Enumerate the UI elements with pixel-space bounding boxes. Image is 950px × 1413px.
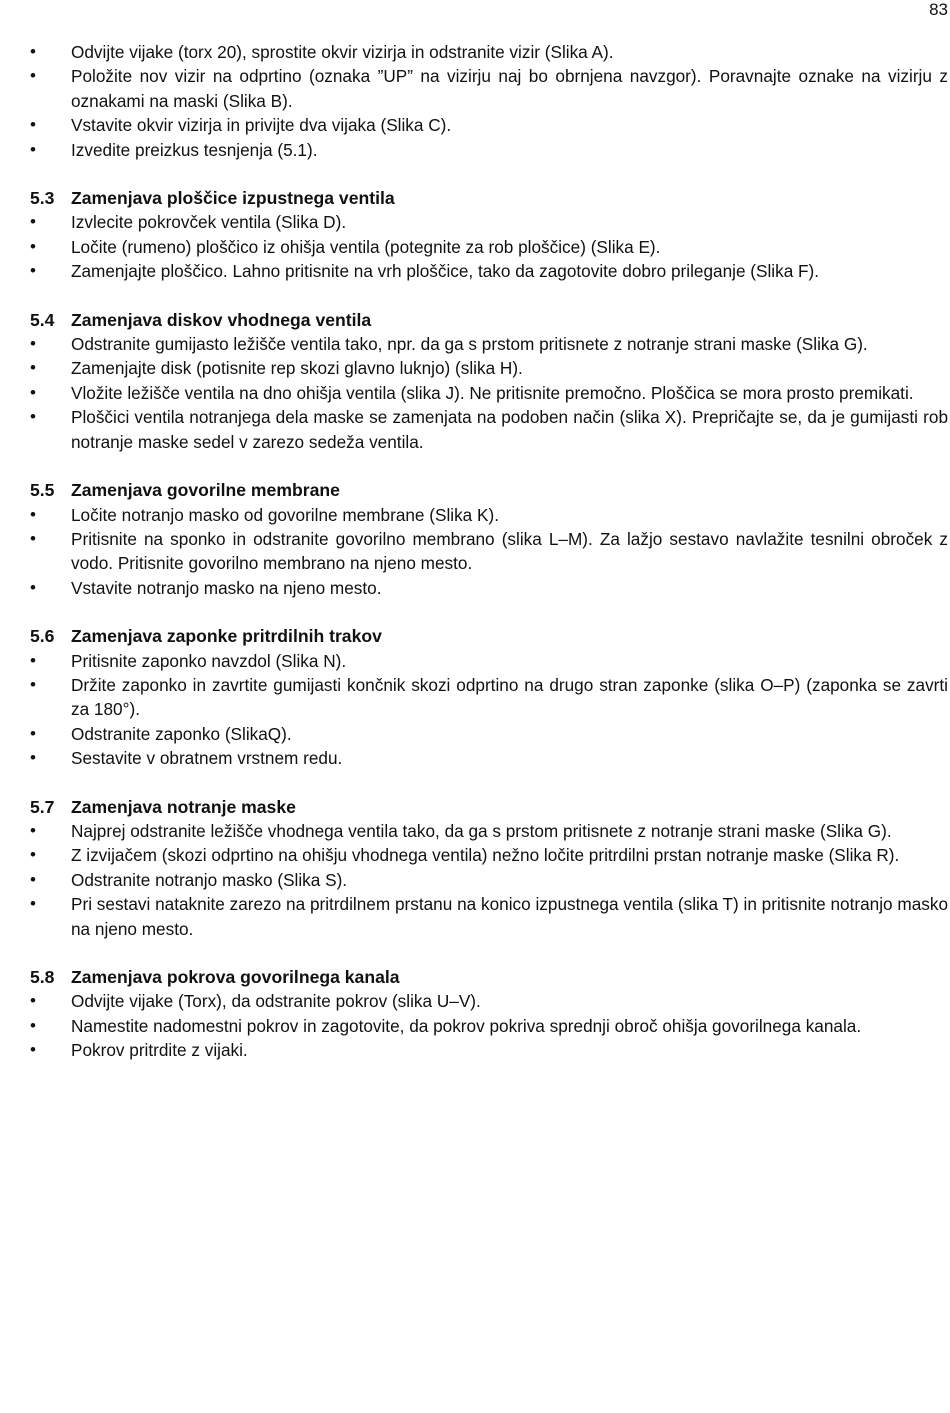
list-item xyxy=(30,649,948,673)
list-item-text: Vstavite notranjo masko na njeno mesto. xyxy=(71,577,382,598)
section-title: Zamenjava notranje maske xyxy=(71,796,296,817)
list-item xyxy=(30,64,948,113)
bullet-icon: • xyxy=(30,212,36,232)
section-list xyxy=(30,210,948,283)
list-item xyxy=(30,868,948,892)
bullet-icon: • xyxy=(30,1015,36,1035)
list-item xyxy=(30,356,948,380)
list-item xyxy=(30,576,948,600)
list-item xyxy=(30,259,948,283)
list-item xyxy=(30,113,948,137)
list-item-text: Pritisnite zaponko navzdol (Slika N). xyxy=(71,650,347,671)
bullet-icon: • xyxy=(30,674,36,694)
document-body xyxy=(30,40,948,1063)
section-list xyxy=(30,649,948,771)
section-heading xyxy=(30,478,948,502)
list-item xyxy=(30,381,948,405)
section-5-6 xyxy=(30,624,948,770)
list-item xyxy=(30,210,948,234)
section-5-7 xyxy=(30,795,948,941)
list-item xyxy=(30,989,948,1013)
intro-list xyxy=(30,40,948,162)
section-5-8 xyxy=(30,965,948,1063)
list-item-text: Ločite notranjo masko od govorilne membrane (Slika K). xyxy=(71,504,499,525)
bullet-icon: • xyxy=(30,139,36,159)
section-list xyxy=(30,332,948,454)
section-heading xyxy=(30,186,948,210)
section-title: Zamenjava zaponke pritrdilnih trakov xyxy=(71,626,382,647)
section-title: Zamenjava ploščice izpustnega ventila xyxy=(71,188,395,209)
list-item xyxy=(30,527,948,576)
bullet-icon: • xyxy=(30,66,36,86)
bullet-icon: • xyxy=(30,991,36,1011)
bullet-icon: • xyxy=(30,723,36,743)
list-item xyxy=(30,503,948,527)
list-item-text: Z izvijačem (skozi odprtino na ohišju vhodnega ventila) nežno ločite pritrdilni prstan notranje maske (Slika R). xyxy=(71,845,900,866)
list-item-text: Položite nov vizir na odprtino (oznaka ”UP” na vizirju naj bo obrnjena navzgor). Poravnajte oznake na vizirju z oznakami na maski (Slika B). xyxy=(71,66,948,111)
bullet-icon: • xyxy=(30,845,36,865)
bullet-icon: • xyxy=(30,261,36,281)
bullet-icon: • xyxy=(30,358,36,378)
bullet-icon: • xyxy=(30,748,36,768)
list-item xyxy=(30,1014,948,1038)
section-number: 5.4 xyxy=(30,309,55,330)
section-heading xyxy=(30,624,948,648)
list-item xyxy=(30,1038,948,1062)
section-title: Zamenjava diskov vhodnega ventila xyxy=(71,309,372,330)
list-item-text: Pri sestavi nataknite zarezo na pritrdilnem prstanu na konico izpustnega ventila (slika T) in pritisnite notranjo masko na njeno mesto. xyxy=(71,894,948,939)
section-number: 5.5 xyxy=(30,480,55,501)
bullet-icon: • xyxy=(30,650,36,670)
list-item-text: Odvijte vijake (torx 20), sprostite okvir vizirja in odstranite vizir (Slika A). xyxy=(71,42,614,62)
bullet-icon: • xyxy=(30,334,36,354)
section-5-4 xyxy=(30,308,948,454)
section-number: 5.6 xyxy=(30,626,55,647)
list-item xyxy=(30,746,948,770)
list-item xyxy=(30,332,948,356)
section-5-3 xyxy=(30,186,948,284)
list-item-text: Izvlecite pokrovček ventila (Slika D). xyxy=(71,212,347,233)
section-5-5 xyxy=(30,478,948,600)
section-list xyxy=(30,989,948,1062)
list-item-text: Namestite nadomestni pokrov in zagotovite, da pokrov pokriva sprednji obroč ohišja govorilnega kanala. xyxy=(71,1015,862,1036)
list-item xyxy=(30,819,948,843)
list-item-text: Ločite (rumeno) ploščico iz ohišja ventila (potegnite za rob ploščice) (Slika E). xyxy=(71,236,661,257)
list-item xyxy=(30,235,948,259)
section-heading xyxy=(30,965,948,989)
bullet-icon: • xyxy=(30,528,36,548)
bullet-icon: • xyxy=(30,504,36,524)
bullet-icon: • xyxy=(30,894,36,914)
section-number: 5.7 xyxy=(30,796,55,817)
list-item-text: Odstranite zaponko (SlikaQ). xyxy=(71,723,292,744)
list-item-text: Pritisnite na sponko in odstranite govorilno membrano (slika L‒M). Za lažjo sestavo navlažite tesnilni obroček z vodo. Pritisnite govorilno membrano na njeno mesto. xyxy=(71,528,948,574)
list-item-text: Ploščici ventila notranjega dela maske se zamenjata na podoben način (slika X). Prepričajte se, da je gumijasti rob notranje maske sedel v zarezo sedeža ventila. xyxy=(71,407,948,452)
section-title: Zamenjava govorilne membrane xyxy=(71,480,340,501)
bullet-icon: • xyxy=(30,577,36,597)
section-list xyxy=(30,503,948,601)
list-item-text: Zamenjajte disk (potisnite rep skozi glavno luknjo) (slika H). xyxy=(71,358,523,379)
list-item xyxy=(30,843,948,867)
list-item-text: Zamenjajte ploščico. Lahno pritisnite na vrh ploščice, tako da zagotovite dobro prileganje (Slika F). xyxy=(71,261,820,282)
bullet-icon: • xyxy=(30,1040,36,1060)
list-item-text: Odstranite gumijasto ležišče ventila tako, npr. da ga s prstom pritisnete z notranje strani maske (Slika G). xyxy=(71,334,868,355)
list-item-text: Pokrov pritrdite z vijaki. xyxy=(71,1040,248,1061)
bullet-icon: • xyxy=(30,115,36,135)
section-list xyxy=(30,819,948,941)
page-number: 83 xyxy=(929,0,948,19)
section-heading xyxy=(30,795,948,819)
list-item xyxy=(30,405,948,454)
section-number: 5.8 xyxy=(30,967,55,987)
list-item-text: Vložite ležišče ventila na dno ohišja ventila (slika J). Ne pritisnite premočno. Ploščica se mora prosto premikati. xyxy=(71,382,914,403)
list-item-text: Odvijte vijake (Torx), da odstranite pokrov (slika U‒V). xyxy=(71,991,481,1012)
list-item-text: Najprej odstranite ležišče vhodnega ventila tako, da ga s prstom pritisnete z notranje strani maske (Slika G). xyxy=(71,820,892,841)
list-item xyxy=(30,722,948,746)
bullet-icon: • xyxy=(30,236,36,256)
list-item-text: Držite zaponko in zavrtite gumijasti končnik skozi odprtino na drugo stran zaponke (slika O‒P) (zaponka se zavrti za 180°). xyxy=(71,674,948,720)
list-item xyxy=(30,40,948,64)
list-item xyxy=(30,673,948,722)
bullet-icon: • xyxy=(30,382,36,402)
list-item xyxy=(30,892,948,941)
bullet-icon: • xyxy=(30,820,36,840)
section-heading xyxy=(30,308,948,332)
section-title: Zamenjava pokrova govorilnega kanala xyxy=(71,967,400,987)
list-item-text: Odstranite notranjo masko (Slika S). xyxy=(71,869,348,890)
list-item xyxy=(30,138,948,162)
bullet-icon: • xyxy=(30,42,36,61)
list-item-text: Izvedite preizkus tesnjenja (5.1). xyxy=(71,139,318,160)
list-item-text: Vstavite okvir vizirja in privijte dva vijaka (Slika C). xyxy=(71,115,452,136)
bullet-icon: • xyxy=(30,407,36,427)
section-number: 5.3 xyxy=(30,188,55,209)
list-item-text: Sestavite v obratnem vrstnem redu. xyxy=(71,748,343,769)
bullet-icon: • xyxy=(30,869,36,889)
